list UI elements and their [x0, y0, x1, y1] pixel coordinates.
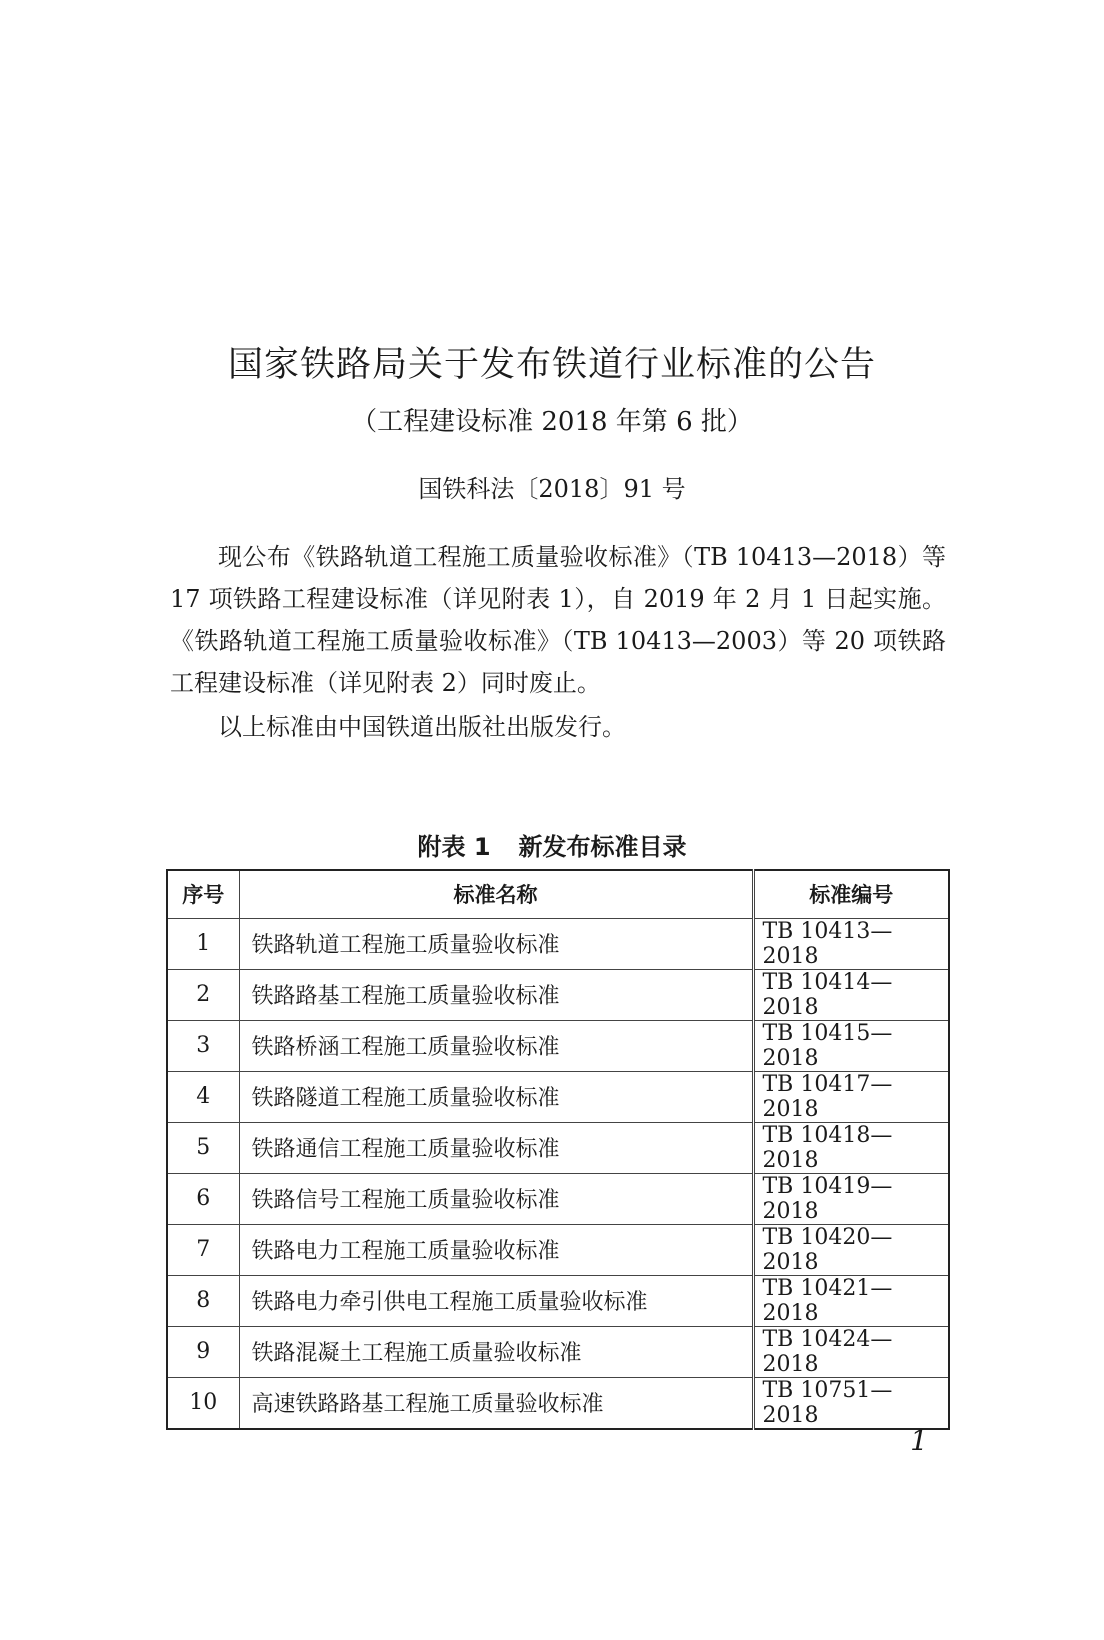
- table-row: [167, 1071, 949, 1122]
- announcement-subtitle: （工程建设标准 2018 年第 6 批）: [351, 407, 753, 437]
- row-name: 铁路信号工程施工质量验收标准: [239, 1173, 753, 1224]
- row-name: 高速铁路路基工程施工质量验收标准: [239, 1377, 753, 1429]
- header-seq: 序号: [167, 870, 239, 918]
- row-code: TB 10751—2018: [753, 1377, 949, 1429]
- row-name: 铁路电力牵引供电工程施工质量验收标准: [239, 1275, 753, 1326]
- table-row: [167, 969, 949, 1020]
- appendix-label: 附表 1: [417, 833, 491, 861]
- row-name: 铁路轨道工程施工质量验收标准: [239, 918, 753, 969]
- row-seq: 7: [167, 1224, 239, 1275]
- table-row: [167, 1275, 949, 1326]
- table-row: [167, 1326, 949, 1377]
- table-header-row: [167, 870, 949, 918]
- appendix-heading: 新发布标准目录: [518, 833, 687, 861]
- row-seq: 2: [167, 969, 239, 1020]
- appendix-title: [0, 830, 1104, 864]
- row-code: TB 10419—2018: [753, 1173, 949, 1224]
- row-code: TB 10424—2018: [753, 1326, 949, 1377]
- header-name: 标准名称: [239, 870, 753, 918]
- row-seq: 3: [167, 1020, 239, 1071]
- row-seq: 10: [167, 1377, 239, 1429]
- document-number: 国铁科法〔2018〕91 号: [418, 475, 686, 503]
- row-seq: 5: [167, 1122, 239, 1173]
- row-name: 铁路桥涵工程施工质量验收标准: [239, 1020, 753, 1071]
- announcement-body: [170, 536, 946, 748]
- table-row: [167, 1224, 949, 1275]
- body-paragraph-2: 以上标准由中国铁道出版社出版发行。: [218, 713, 626, 741]
- standards-table: [166, 869, 950, 1430]
- row-code: TB 10421—2018: [753, 1275, 949, 1326]
- announcement-title: 国家铁路局关于发布铁道行业标准的公告: [227, 345, 876, 385]
- table-row: [167, 1020, 949, 1071]
- row-code: TB 10420—2018: [753, 1224, 949, 1275]
- row-seq: 9: [167, 1326, 239, 1377]
- table-row: [167, 918, 949, 969]
- row-name: 铁路通信工程施工质量验收标准: [239, 1122, 753, 1173]
- table-row: [167, 1122, 949, 1173]
- row-name: 铁路混凝土工程施工质量验收标准: [239, 1326, 753, 1377]
- row-seq: 6: [167, 1173, 239, 1224]
- row-code: TB 10418—2018: [753, 1122, 949, 1173]
- row-seq: 8: [167, 1275, 239, 1326]
- table-row: [167, 1377, 949, 1429]
- page-number: 1: [910, 1424, 928, 1457]
- row-seq: 4: [167, 1071, 239, 1122]
- row-code: TB 10414—2018: [753, 969, 949, 1020]
- body-paragraph-1: 现公布《铁路轨道工程施工质量验收标准》（TB 10413—2018）等 17 项铁路工程建设标准（详见附表 1），自 2019 年 2 月 1 日起实施。《铁路轨道工程施工质量验收标准》（TB 10413—2003）等 20 项铁路工程建设标准（详见附表 2）同时废止。: [170, 543, 946, 697]
- table-row: [167, 1173, 949, 1224]
- row-name: 铁路隧道工程施工质量验收标准: [239, 1071, 753, 1122]
- row-code: TB 10415—2018: [753, 1020, 949, 1071]
- header-code: 标准编号: [753, 870, 949, 918]
- row-name: 铁路电力工程施工质量验收标准: [239, 1224, 753, 1275]
- row-code: TB 10413—2018: [753, 918, 949, 969]
- row-code: TB 10417—2018: [753, 1071, 949, 1122]
- row-seq: 1: [167, 918, 239, 969]
- row-name: 铁路路基工程施工质量验收标准: [239, 969, 753, 1020]
